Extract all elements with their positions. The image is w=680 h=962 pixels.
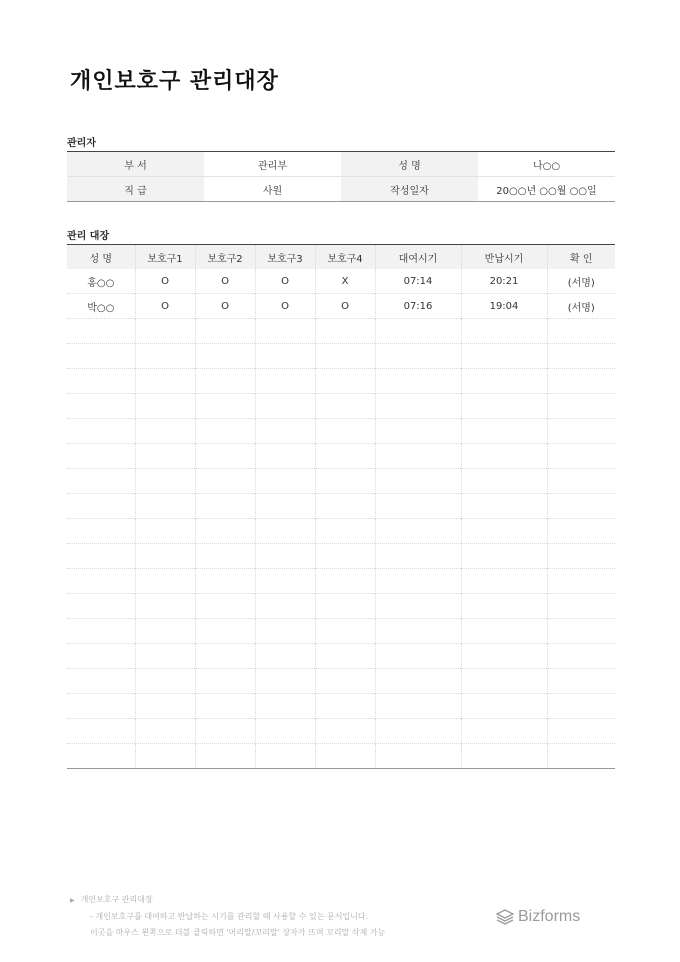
- table-cell[interactable]: [547, 694, 615, 719]
- table-cell[interactable]: [195, 569, 255, 594]
- table-cell[interactable]: [315, 394, 375, 419]
- table-cell[interactable]: [135, 344, 195, 369]
- table-row: [67, 519, 615, 544]
- table-cell[interactable]: [375, 594, 461, 619]
- table-cell[interactable]: [315, 344, 375, 369]
- table-cell[interactable]: [135, 369, 195, 394]
- info-value-cell[interactable]: 나○○: [532, 160, 561, 172]
- table-cell[interactable]: [135, 719, 195, 744]
- table-cell[interactable]: [67, 519, 135, 544]
- table-cell[interactable]: [67, 544, 135, 569]
- table-cell[interactable]: [67, 444, 135, 469]
- table-cell[interactable]: [547, 619, 615, 644]
- table-cell[interactable]: [315, 594, 375, 619]
- table-cell[interactable]: [315, 444, 375, 469]
- table-cell[interactable]: [255, 369, 315, 394]
- table-cell[interactable]: [315, 719, 375, 744]
- table-cell[interactable]: [315, 619, 375, 644]
- table-cell[interactable]: [255, 469, 315, 494]
- table-cell[interactable]: [375, 419, 461, 444]
- table-cell[interactable]: [255, 719, 315, 744]
- table-cell[interactable]: [195, 719, 255, 744]
- table-row: [67, 369, 615, 394]
- table-cell[interactable]: [547, 394, 615, 419]
- footer-title: 개인보호구 관리대장: [80, 895, 153, 904]
- table-cell[interactable]: [67, 719, 135, 744]
- logo-text: Bizforms: [518, 908, 581, 925]
- table-cell[interactable]: O: [255, 269, 315, 294]
- table-cell[interactable]: O: [135, 269, 195, 294]
- table-cell[interactable]: [255, 744, 315, 769]
- table-cell[interactable]: [461, 444, 547, 469]
- table-row: [67, 669, 615, 694]
- table-cell[interactable]: [135, 569, 195, 594]
- table-cell[interactable]: [375, 694, 461, 719]
- table-cell[interactable]: [67, 494, 135, 519]
- table-cell[interactable]: [135, 644, 195, 669]
- table-cell[interactable]: [461, 719, 547, 744]
- table-cell[interactable]: [135, 594, 195, 619]
- table-cell[interactable]: [315, 669, 375, 694]
- table-cell[interactable]: [375, 544, 461, 569]
- table-cell[interactable]: [67, 419, 135, 444]
- triangle-bullet-icon: ▶: [70, 897, 75, 904]
- table-cell[interactable]: [67, 319, 135, 344]
- table-cell[interactable]: [547, 744, 615, 769]
- info-value-cell[interactable]: 20○○년 ○○월 ○○일: [478, 177, 615, 202]
- footer-note: [70, 892, 385, 941]
- table-row: [67, 394, 615, 419]
- table-cell[interactable]: [315, 319, 375, 344]
- table-cell[interactable]: [195, 319, 255, 344]
- table-cell[interactable]: [315, 469, 375, 494]
- table-cell[interactable]: [315, 644, 375, 669]
- column-header: 확 인: [547, 245, 615, 270]
- table-cell[interactable]: [547, 519, 615, 544]
- table-cell[interactable]: 07:14: [375, 269, 461, 294]
- table-row: [67, 744, 615, 769]
- page-title: 개인보호구 관리대장: [70, 69, 279, 94]
- table-cell[interactable]: [67, 594, 135, 619]
- table-row: [67, 294, 615, 319]
- table-cell[interactable]: [461, 369, 547, 394]
- table-cell[interactable]: [547, 344, 615, 369]
- table-cell[interactable]: [67, 469, 135, 494]
- table-row: [67, 319, 615, 344]
- table-cell[interactable]: [195, 594, 255, 619]
- table-cell[interactable]: [315, 694, 375, 719]
- footer-line-1: - 개인보호구를 대여하고 반납하는 시기를 관리할 때 사용할 수 있는 문서입니다.: [90, 912, 369, 921]
- column-header: 대여시기: [375, 245, 461, 270]
- table-cell[interactable]: [315, 544, 375, 569]
- table-cell[interactable]: [547, 419, 615, 444]
- info-label-cell: 직 급: [67, 177, 204, 202]
- table-cell[interactable]: O: [315, 294, 375, 319]
- table-cell[interactable]: 20:21: [461, 269, 547, 294]
- table-cell[interactable]: [67, 694, 135, 719]
- table-cell[interactable]: [375, 394, 461, 419]
- table-cell[interactable]: [195, 544, 255, 569]
- register-section-label: 관리 대장: [67, 231, 110, 242]
- table-cell[interactable]: [67, 394, 135, 419]
- table-cell[interactable]: [547, 594, 615, 619]
- table-row: [67, 644, 615, 669]
- table-cell[interactable]: [375, 444, 461, 469]
- info-value-cell[interactable]: 관리부: [258, 160, 287, 172]
- table-cell[interactable]: [195, 494, 255, 519]
- table-row: [67, 494, 615, 519]
- table-cell[interactable]: [547, 719, 615, 744]
- table-cell[interactable]: [135, 519, 195, 544]
- table-cell[interactable]: (서명): [547, 294, 615, 319]
- table-cell[interactable]: [195, 369, 255, 394]
- table-cell[interactable]: O: [255, 294, 315, 319]
- table-cell[interactable]: [547, 569, 615, 594]
- table-cell[interactable]: O: [195, 269, 255, 294]
- table-row: [67, 544, 615, 569]
- table-cell[interactable]: [195, 444, 255, 469]
- column-header: 보호구4: [315, 245, 375, 270]
- table-cell[interactable]: [195, 619, 255, 644]
- table-cell[interactable]: [67, 344, 135, 369]
- table-cell[interactable]: [195, 469, 255, 494]
- table-cell[interactable]: [195, 519, 255, 544]
- table-cell[interactable]: [547, 669, 615, 694]
- table-cell[interactable]: [461, 494, 547, 519]
- table-cell[interactable]: [461, 594, 547, 619]
- table-cell[interactable]: [461, 319, 547, 344]
- table-row: [67, 594, 615, 619]
- column-header: 반납시기: [461, 245, 547, 270]
- table-cell[interactable]: 07:16: [375, 294, 461, 319]
- column-header: 성 명: [67, 245, 135, 270]
- table-cell[interactable]: [135, 419, 195, 444]
- table-cell[interactable]: [195, 394, 255, 419]
- table-cell[interactable]: [315, 744, 375, 769]
- table-cell[interactable]: [375, 519, 461, 544]
- table-cell[interactable]: (서명): [547, 269, 615, 294]
- table-cell[interactable]: [195, 744, 255, 769]
- table-cell[interactable]: [547, 469, 615, 494]
- info-label-cell: 작성일자: [341, 177, 478, 202]
- table-cell[interactable]: [315, 494, 375, 519]
- table-cell[interactable]: [315, 369, 375, 394]
- table-cell[interactable]: [135, 544, 195, 569]
- table-cell[interactable]: [255, 594, 315, 619]
- table-cell[interactable]: [135, 319, 195, 344]
- table-cell[interactable]: [461, 694, 547, 719]
- table-cell[interactable]: [255, 669, 315, 694]
- column-header: 보호구2: [195, 245, 255, 270]
- column-header: 보호구1: [135, 245, 195, 270]
- table-cell[interactable]: [375, 669, 461, 694]
- table-cell[interactable]: [547, 369, 615, 394]
- footer-line-2: 이곳을 마우스 왼쪽으로 더블 클릭하면 '머리말/꼬리말' 상자가 뜨며 꼬리말 삭제 가능: [90, 928, 386, 937]
- table-cell[interactable]: [547, 644, 615, 669]
- table-cell[interactable]: [67, 644, 135, 669]
- table-cell[interactable]: [375, 319, 461, 344]
- column-header: 보호구3: [255, 245, 315, 270]
- table-cell[interactable]: [461, 419, 547, 444]
- table-cell[interactable]: [547, 494, 615, 519]
- table-cell[interactable]: [255, 419, 315, 444]
- table-cell[interactable]: [135, 694, 195, 719]
- table-cell[interactable]: [375, 494, 461, 519]
- table-cell[interactable]: [461, 744, 547, 769]
- table-cell[interactable]: O: [195, 294, 255, 319]
- table-cell[interactable]: [461, 619, 547, 644]
- table-cell[interactable]: [375, 569, 461, 594]
- table-cell[interactable]: [135, 619, 195, 644]
- table-row: [67, 719, 615, 744]
- table-cell[interactable]: [67, 569, 135, 594]
- manager-info-row: [67, 152, 615, 177]
- table-cell[interactable]: [135, 744, 195, 769]
- table-cell[interactable]: [375, 719, 461, 744]
- table-row: [67, 419, 615, 444]
- table-cell[interactable]: [135, 469, 195, 494]
- info-value-cell[interactable]: 사원: [204, 177, 341, 202]
- table-cell[interactable]: [375, 744, 461, 769]
- table-cell[interactable]: [255, 644, 315, 669]
- table-cell[interactable]: [461, 669, 547, 694]
- table-cell[interactable]: [255, 694, 315, 719]
- table-cell[interactable]: [135, 669, 195, 694]
- manager-section-label: 관리자: [67, 138, 96, 149]
- layers-logo-icon: [496, 909, 514, 925]
- table-cell[interactable]: [195, 419, 255, 444]
- table-row: [67, 694, 615, 719]
- table-cell[interactable]: [135, 444, 195, 469]
- table-cell[interactable]: [375, 619, 461, 644]
- table-cell[interactable]: [315, 419, 375, 444]
- table-cell[interactable]: [255, 519, 315, 544]
- table-row: [67, 344, 615, 369]
- table-row: [67, 569, 615, 594]
- table-cell[interactable]: [315, 519, 375, 544]
- table-cell[interactable]: [255, 394, 315, 419]
- table-cell[interactable]: [255, 544, 315, 569]
- info-label-cell: 부 서: [67, 152, 204, 177]
- register-table: [67, 244, 615, 769]
- table-cell[interactable]: [547, 444, 615, 469]
- table-cell[interactable]: [375, 469, 461, 494]
- table-cell[interactable]: [375, 369, 461, 394]
- table-cell[interactable]: X: [315, 269, 375, 294]
- table-cell[interactable]: [195, 644, 255, 669]
- table-cell[interactable]: [195, 669, 255, 694]
- info-label-cell: 성 명: [341, 152, 478, 177]
- table-cell[interactable]: [375, 344, 461, 369]
- table-cell[interactable]: [461, 644, 547, 669]
- table-cell[interactable]: [461, 469, 547, 494]
- table-cell[interactable]: [67, 669, 135, 694]
- table-cell[interactable]: [67, 744, 135, 769]
- table-cell[interactable]: [461, 519, 547, 544]
- table-cell[interactable]: [255, 619, 315, 644]
- table-cell[interactable]: [195, 344, 255, 369]
- table-cell[interactable]: [135, 494, 195, 519]
- table-cell[interactable]: [461, 344, 547, 369]
- table-cell[interactable]: O: [135, 294, 195, 319]
- table-row: [67, 444, 615, 469]
- table-cell[interactable]: [255, 444, 315, 469]
- table-cell[interactable]: [547, 544, 615, 569]
- table-cell[interactable]: [315, 569, 375, 594]
- table-cell[interactable]: [461, 544, 547, 569]
- table-row: [67, 269, 615, 294]
- table-cell[interactable]: [135, 394, 195, 419]
- table-cell[interactable]: [461, 569, 547, 594]
- table-cell[interactable]: 19:04: [461, 294, 547, 319]
- table-row: [67, 469, 615, 494]
- table-cell[interactable]: 홍○○: [87, 277, 115, 289]
- bizforms-logo: [496, 908, 580, 926]
- table-cell[interactable]: 박○○: [67, 294, 135, 319]
- table-cell[interactable]: [67, 369, 135, 394]
- table-cell[interactable]: [255, 344, 315, 369]
- manager-info-table: [67, 151, 615, 202]
- table-cell[interactable]: [547, 319, 615, 344]
- table-row: [67, 619, 615, 644]
- table-cell[interactable]: [255, 319, 315, 344]
- table-cell[interactable]: [255, 569, 315, 594]
- table-cell[interactable]: [375, 644, 461, 669]
- table-cell[interactable]: [255, 494, 315, 519]
- table-cell[interactable]: [461, 394, 547, 419]
- table-cell[interactable]: [67, 619, 135, 644]
- table-cell[interactable]: [195, 694, 255, 719]
- manager-info-row: [67, 177, 615, 202]
